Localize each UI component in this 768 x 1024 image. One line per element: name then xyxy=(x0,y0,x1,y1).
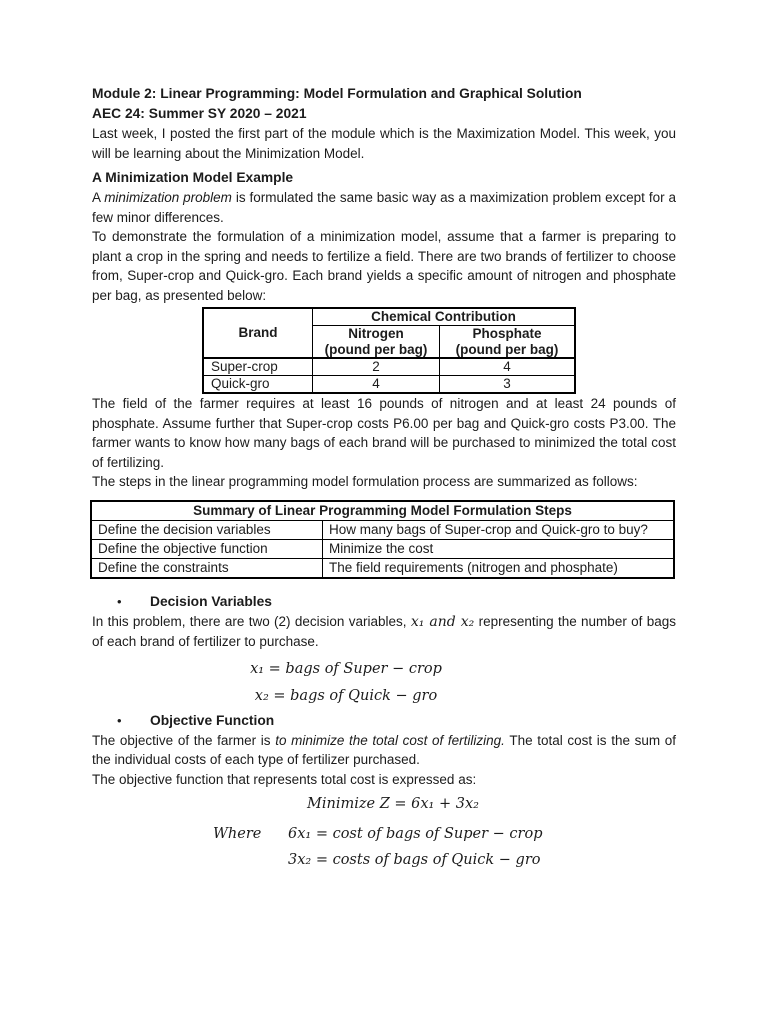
text-run: is formulated the same basic way as a maximization problem except for a few minor differences. xyxy=(92,190,676,225)
text-run: In this problem, there are two (2) decision variables, xyxy=(92,613,411,629)
section-heading-minimization-example: A Minimization Model Example xyxy=(92,170,294,185)
col-header-phosphate xyxy=(440,326,576,359)
table-row xyxy=(203,376,575,394)
col-header-nitrogen-unit: (pound per bag) xyxy=(324,341,428,357)
inline-math-variables: x₁ and x₂ xyxy=(410,613,475,630)
paragraph-definition xyxy=(92,188,676,227)
paragraph-intro: Last week, I posted the first part of the module which is the Maximization Model. This week, you will be learning about the Minimization Model. xyxy=(92,126,676,161)
equation-x2-definition: x₂ = bags of Quick − gro xyxy=(254,687,438,704)
bullet-item-decision-variables xyxy=(117,592,676,612)
text-run: The objective of the farmer is xyxy=(92,732,276,748)
equation-cost-supercrop: 6x₁ = cost of bags of Super − crop xyxy=(288,826,543,842)
col-header-brand: Brand xyxy=(203,308,313,358)
cell-desc: How many bags of Super-crop and Quick-gro to buy? xyxy=(323,520,675,539)
bullet-item-objective-function xyxy=(117,711,676,731)
cell-brand: Quick-gro xyxy=(203,376,313,394)
steps-table xyxy=(90,500,675,579)
equation-minimize-z: Minimize Z = 6x₁ + 3x₂ xyxy=(307,796,479,812)
cell-step: Define the objective function xyxy=(91,539,323,558)
table-header-row xyxy=(203,308,575,326)
cell-nitrogen: 4 xyxy=(313,376,440,394)
doc-title: Module 2: Linear Programming: Model Formulation and Graphical Solution xyxy=(92,86,582,101)
bullet-heading: Decision Variables xyxy=(150,593,272,609)
bullet-icon: • xyxy=(117,712,122,728)
paragraph-steps-intro: The steps in the linear programming model formulation process are summarized as follows: xyxy=(92,474,638,489)
paragraph-requirements: The field of the farmer requires at least 16 pounds of nitrogen and at least 24 pounds of phosphate. Assume further that Super-crop costs P6.00 per bag and Quick-gro costs P3.00. The farmer wants to know how many bags of each brand will be purchased to minimized the total cost of fertilizing. xyxy=(92,396,676,470)
text-run: A xyxy=(92,190,105,205)
paragraph-decision-variables xyxy=(92,612,676,652)
paragraph-scenario: To demonstrate the formulation of a minimization model, assume that a farmer is preparing to plant a crop in the spring and needs to fertilize a field. There are two brands of fertilizer to choose from, Super-crop and Quick-gro. Each brand yields a specific amount of nitrogen and phosphate per bag, as presented below: xyxy=(92,229,676,303)
where-label: Where xyxy=(213,826,262,842)
table-row xyxy=(203,358,575,376)
cell-phosphate: 4 xyxy=(440,358,576,376)
cell-step: Define the decision variables xyxy=(91,520,323,539)
equation-cost-quickgro: 3x₂ = costs of bags of Quick − gro xyxy=(288,852,541,868)
cell-desc: The field requirements (nitrogen and phosphate) xyxy=(323,558,675,578)
cell-step: Define the constraints xyxy=(91,558,323,578)
fertilizer-table xyxy=(202,307,576,394)
table-row xyxy=(91,558,674,578)
doc-title-block xyxy=(92,84,676,124)
table-title-row xyxy=(91,501,674,521)
cell-brand: Super-crop xyxy=(203,358,313,376)
italic-phrase: to minimize the total cost of fertilizing. xyxy=(275,732,505,748)
equation-where-row xyxy=(92,824,676,845)
text-run: The total cost is the sum of the individual costs of each type of fertilizer purchased. xyxy=(92,732,677,767)
bullet-icon: • xyxy=(117,593,122,609)
italic-term: minimization problem xyxy=(104,190,232,205)
cell-desc: Minimize the cost xyxy=(323,539,675,558)
col-header-phosphate-unit: (pound per bag) xyxy=(455,341,559,357)
table-row xyxy=(91,539,674,558)
cell-nitrogen: 2 xyxy=(313,358,440,376)
col-header-nitrogen xyxy=(313,326,440,359)
group-header-chemical-contribution: Chemical Contribution xyxy=(313,308,576,326)
bullet-heading: Objective Function xyxy=(150,712,275,728)
cell-phosphate: 3 xyxy=(440,376,576,394)
col-header-nitrogen-label: Nitrogen xyxy=(348,326,404,341)
equation-x1-definition: x₁ = bags of Super − crop xyxy=(250,660,442,677)
text-run: representing the number of bags of each brand of fertilizer to purchase. xyxy=(92,613,677,649)
table-row xyxy=(91,520,674,539)
doc-subtitle: AEC 24: Summer SY 2020 – 2021 xyxy=(92,106,307,121)
paragraph-objective xyxy=(92,731,676,770)
col-header-phosphate-label: Phosphate xyxy=(472,326,542,341)
paragraph-objective-expression: The objective function that represents total cost is expressed as: xyxy=(92,771,477,787)
steps-table-title: Summary of Linear Programming Model Formulation Steps xyxy=(91,501,674,521)
